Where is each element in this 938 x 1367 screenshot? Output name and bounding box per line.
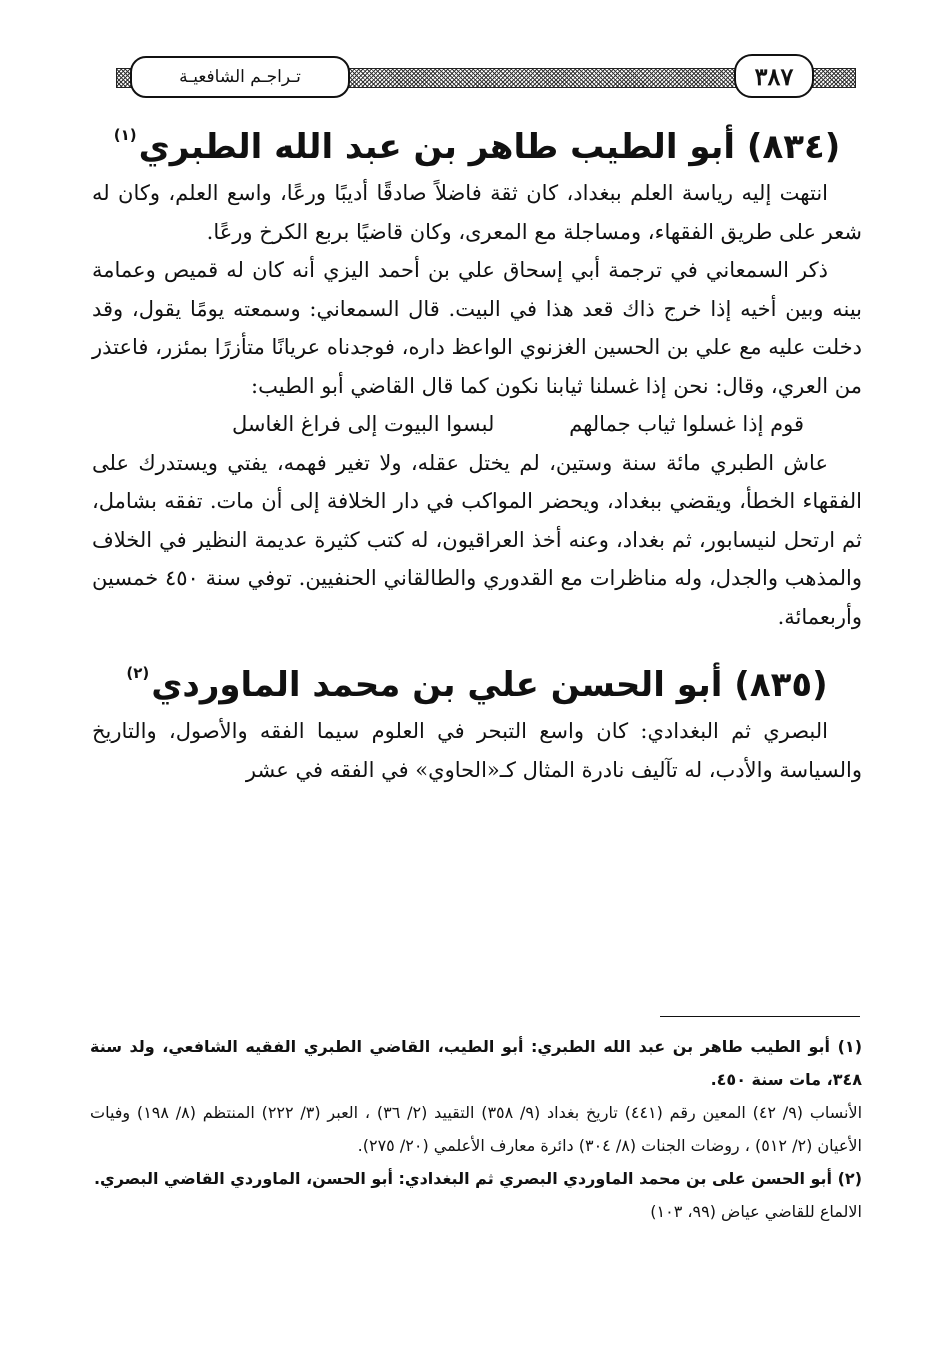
page-number: ٣٨٧ [734, 54, 814, 98]
verse-second-hemistich: لبسوا البيوت إلى فراغ الغاسل [232, 412, 495, 436]
footnotes [90, 1030, 862, 1228]
entry-834-paragraph-1: انتهت إليه رياسة العلم ببغداد، كان ثقة فاضلاً صادقًا أديبًا ورعًا، واسع العلم، وكان له شعر على طريق الفقهاء، ومساجلة مع المعرى، وكان قاضيًا بربع الكرخ ورعًا. [92, 181, 862, 244]
footnote-1-lead: (١) أبو الطيب طاهر بن عبد الله الطبري: أبو الطيب، القاضي الطبري الفقيه الشافعي، ولد سنة ٣٤٨، مات سنة ٤٥٠. [90, 1037, 862, 1089]
footnote-ref-2: (٢) [126, 664, 150, 682]
footnote-1-sources: الأنساب (٩/ ٤٢) المعين رقم (٤٤١) تاريخ بغداد (٩/ ٣٥٨) التقييد (٢/ ٣٦) ، العبر (٣/ ٢٢٢) المنتظم (٨/ ١٩٨) وفيات الأعيان (٢/ ٥١٢) ، روضات الجنات (٨/ ٣٠٤) دائرة معارف الأعلمي (٢٠/ ٢٧٥). [90, 1103, 863, 1155]
running-title: تـراجـم الشافعيـة [130, 56, 350, 98]
entry-835-heading [92, 646, 862, 712]
page-header [116, 54, 856, 96]
poem-verse [92, 405, 862, 444]
entry-834-title: (٨٣٤) أبو الطيب طاهر بن عبد الله الطبري [138, 127, 841, 167]
verse-first-hemistich: قوم إذا غسلوا ثياب جمالهم [569, 412, 804, 436]
footnote-ref-1: (١) [113, 126, 137, 144]
entry-834-heading [92, 108, 862, 174]
footnote-2-lead: (٢) أبو الحسن على بن محمد الماوردي البصري ثم البغدادي: أبو الحسن، الماوردي القاضي البصري. [93, 1169, 862, 1188]
entry-834-paragraph-2: ذكر السمعاني في ترجمة أبي إسحاق علي بن أحمد اليزي أنه كان له قميص وعمامة بينه وبين أخيه إذا خرج ذاك قعد هذا في البيت. قال السمعاني: وسمعته يومًا يقول، وقد دخلت عليه مع علي بن الحسين الغزنوي الواعظ داره، فوجدناه عريانًا متأزرًا بمئزر، فاعتذر من العري، وقال: نحن إذا غسلنا ثيابنا نكون كما قال القاضي أبو الطيب: [92, 258, 862, 398]
entry-834-paragraph-3: عاش الطبري مائة سنة وستين، لم يختل عقله، ولا تغير فهمه، يفتي ويستدرك على الفقهاء الخطأ، ويقضي ببغداد، ويحضر المواكب في دار الخلافة إلى أن مات. تفقه بشامل، ثم ارتحل لنيسابور، ثم بغداد، وعنه أخذ العراقيون، له كتب كثيرة عديمة النظير في الخلاف والمذهب والجدل، وله مناظرات مع القدوري والطالقاني الحنفيين. توفي سنة ٤٥٠ خمسين وأربعمائة. [92, 450, 862, 629]
footnote-2-sources: الالماع للقاضي عياض (٩٩، ١٠٣) [650, 1202, 862, 1221]
footnote-separator [660, 1016, 860, 1017]
entry-835-title: (٨٣٥) أبو الحسن علي بن محمد الماوردي [151, 665, 828, 705]
entry-835-paragraph-1: البصري ثم البغدادي: كان واسع التبحر في العلوم سيما الفقه والأصول، والتاريخ والسياسة والأدب، له تآليف نادرة المثال كـ«الحاوي» في الفقه في عشر [92, 719, 862, 782]
main-text [92, 108, 862, 789]
